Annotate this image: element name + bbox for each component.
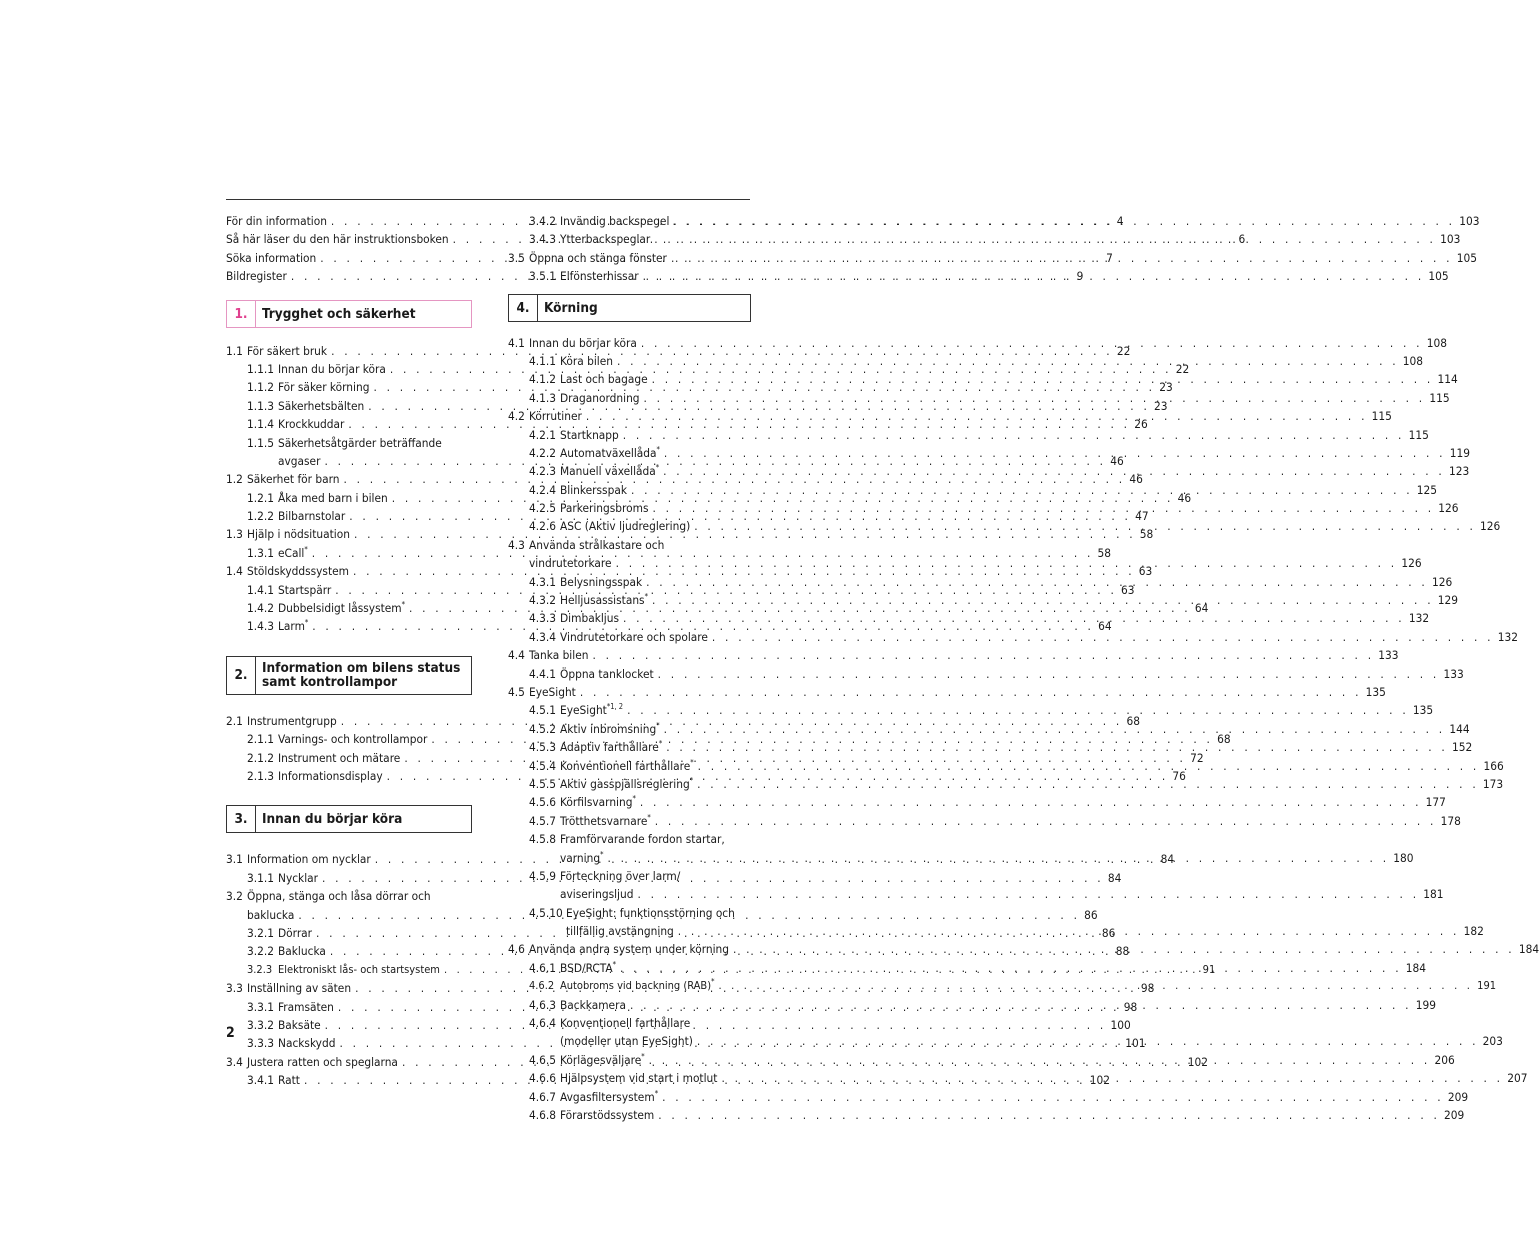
toc-entry[interactable]: 4.3 Använda strålkastare och (508, 537, 665, 552)
toc-entry[interactable]: 1.3.1 eCall* . . . 58 (226, 544, 472, 562)
toc-entry[interactable]: 3.3.2 Baksäte . . . 100 (226, 1016, 472, 1034)
toc-entry[interactable]: 4.1 Innan du börjar köra . . . 108 (508, 334, 751, 352)
toc-entry[interactable]: 3.4.1 Ratt . . . 102 (226, 1071, 472, 1089)
toc-entry[interactable]: Så här läser du den här instruktionsboken . . . 6 (226, 230, 472, 248)
toc-entry[interactable]: 4.5.4 Konventionell farthållare* . . . 166 (508, 757, 751, 775)
toc-entry[interactable]: 4.6.8 Förarstödssystem . . . 209 (508, 1106, 751, 1124)
toc-entry[interactable]: 4.1.1 Köra bilen . . . 108 (508, 352, 751, 370)
toc-entry-continuation[interactable]: avgaser . . . 46 (226, 452, 472, 470)
toc-entry[interactable]: 4.5.7 Trötthetsvarnare* . . . 178 (508, 812, 751, 830)
chapter-title: Innan du börjar köra (262, 811, 403, 828)
chapter-title: Körning (544, 299, 598, 316)
toc-entry[interactable]: 3.5.1 Elfönsterhissar . . . 105 (508, 267, 751, 285)
toc-entry[interactable]: 1.2.1 Åka med barn i bilen . . . 46 (226, 489, 472, 507)
toc-entry[interactable]: 4.6.7 Avgasfiltersystem* . . . 209 (508, 1088, 751, 1106)
toc-entry[interactable]: 3.2.3 Elektroniskt lås- och startsystem . . . 91 (226, 961, 472, 979)
chapter-3-header[interactable] (226, 805, 472, 833)
toc-entry[interactable]: 1.1.5 Säkerhetsåtgärder beträffande (247, 435, 442, 450)
page-number: 2 (226, 1025, 235, 1041)
toc-entry[interactable]: 2.1.1 Varnings- och kontrollampor . . . 68 (226, 730, 472, 748)
toc-entry[interactable]: 3.3 Inställning av säten . . . 98 (226, 979, 472, 997)
toc-entry[interactable]: 4.6.5 Körlägesväljare* . . . 206 (508, 1051, 751, 1069)
toc-entry[interactable]: 1.2 Säkerhet för barn . . . 46 (226, 470, 472, 488)
toc-entry[interactable]: 4.3.3 Dimbakljus . . . 132 (508, 609, 751, 627)
toc-entry[interactable]: 2.1.2 Instrument och mätare . . . 72 (226, 749, 472, 767)
toc-entry[interactable]: 1.2.2 Bilbarnstolar . . . 47 (226, 507, 472, 525)
toc-entry[interactable]: 4.4 Tanka bilen . . . 133 (508, 646, 751, 664)
toc-entry[interactable]: 4.2.1 Startknapp . . . 115 (508, 426, 751, 444)
toc-entry[interactable]: 3.2.2 Baklucka . . . 88 (226, 942, 472, 960)
toc-entry[interactable]: 3.4 Justera ratten och speglarna . . . 102 (226, 1053, 472, 1071)
toc-entry[interactable]: 1.4.2 Dubbelsidigt låssystem* . . . 64 (226, 599, 472, 617)
toc-entry[interactable]: 3.3.1 Framsäten . . . 98 (226, 998, 472, 1016)
chapter-number: 3. (227, 806, 256, 832)
toc-entry[interactable]: 4.1.2 Last och bagage . . . 114 (508, 370, 751, 388)
toc-entry[interactable]: 4.2 Körrutiner . . . 115 (508, 407, 751, 425)
toc-entry[interactable]: 4.5 EyeSight . . . 135 (508, 683, 751, 701)
toc-entry[interactable]: Söka information . . . 7 (226, 249, 472, 267)
toc-entry-continuation[interactable]: (modeller utan EyeSight) . . . 203 (508, 1032, 751, 1050)
chapter-number: 1. (227, 301, 256, 327)
toc-entry[interactable]: 1.4 Stöldskyddssystem . . . 63 (226, 562, 472, 580)
toc-entry[interactable]: 4.5.6 Körfilsvarning* . . . 177 (508, 793, 751, 811)
toc-entry[interactable]: 3.4.3 Ytterbackspeglar . . . 103 (508, 230, 751, 248)
toc-entry[interactable]: 4.6.3 Backkamera . . . 199 (508, 996, 751, 1014)
chapter-number: 4. (509, 295, 538, 321)
toc-entry[interactable]: 4.6.1 BSD/RCTA* . . . 184 (508, 959, 751, 977)
toc-entry[interactable]: 4.5.10 EyeSight: funktionsstörning och (529, 905, 735, 920)
toc-entry[interactable]: 4.3.4 Vindrutetorkare och spolare . . . 132 (508, 628, 751, 646)
toc-entry[interactable]: 3.4.2 Invändig backspegel . . . 103 (508, 212, 751, 230)
toc-entry[interactable]: 2.1 Instrumentgrupp . . . 68 (226, 712, 472, 730)
toc-entry-continuation[interactable]: varning* . . . 180 (508, 849, 751, 867)
toc-entry[interactable]: För din information . . . 4 (226, 212, 472, 230)
toc-entry[interactable]: 3.5 Öppna och stänga fönster . . . 105 (508, 249, 751, 267)
toc-entry[interactable]: 1.1.3 Säkerhetsbälten . . . 23 (226, 397, 472, 415)
toc-entry[interactable]: 3.3.3 Nackskydd . . . 101 (226, 1034, 472, 1052)
toc-entry[interactable]: 3.2.1 Dörrar . . . 86 (226, 924, 472, 942)
toc-entry[interactable]: 3.2 Öppna, stänga och låsa dörrar och (226, 889, 431, 904)
toc-entry-continuation[interactable]: tillfällig avstängning . . . 182 (508, 922, 751, 940)
toc-entry[interactable]: 3.1 Information om nycklar . . . 84 (226, 850, 472, 868)
toc-entry[interactable]: 1.4.1 Startspärr . . . 63 (226, 581, 472, 599)
toc-entry[interactable]: 4.3.1 Belysningsspak . . . 126 (508, 573, 751, 591)
chapter-number: 2. (227, 657, 256, 694)
toc-entry[interactable]: 2.1.3 Informationsdisplay . . . 76 (226, 767, 472, 785)
chapter-title: Trygghet och säkerhet (262, 305, 416, 322)
toc-entry[interactable]: 4.5.9 Förteckning över larm/ (529, 868, 681, 883)
toc-entry[interactable]: 4.2.4 Blinkersspak . . . 125 (508, 481, 751, 499)
toc-entry[interactable]: 4.5.2 Aktiv inbromsning* . . . 144 (508, 720, 751, 738)
chapter-title: Information om bilens status samt kontrollampor (262, 660, 461, 691)
toc-entry[interactable]: 4.5.5 Aktiv gasspjällsreglering* . . . 173 (508, 775, 751, 793)
toc-entry[interactable]: 4.5.8 Framförvarande fordon startar, (529, 832, 725, 847)
toc-entry[interactable]: 4.1.3 Draganordning . . . 115 (508, 389, 751, 407)
toc-entry[interactable]: 4.2.2 Automatväxellåda* . . . 119 (508, 444, 751, 462)
toc-entry[interactable]: 4.2.6 ASC (Aktiv ljudreglering) . . . 126 (508, 517, 751, 535)
toc-entry[interactable]: 4.2.5 Parkeringsbroms . . . 126 (508, 499, 751, 517)
chapter-2-header[interactable] (226, 656, 472, 695)
toc-entry[interactable]: Bildregister . . . 9 (226, 267, 472, 285)
toc-entry[interactable]: 4.2.3 Manuell växellåda* . . . 123 (508, 462, 751, 480)
toc-entry[interactable]: 1.1.2 För säker körning . . . 23 (226, 378, 472, 396)
top-rule (226, 199, 750, 200)
toc-entry[interactable]: 4.5.3 Adaptiv farthållare* . . . 152 (508, 738, 751, 756)
toc-entry-continuation[interactable]: baklucka . . . 86 (226, 906, 472, 924)
chapter-4-header[interactable] (508, 294, 751, 322)
toc-entry[interactable]: 1.1.1 Innan du börjar köra . . . 22 (226, 360, 472, 378)
toc-entry[interactable]: 4.4.1 Öppna tanklocket . . . 133 (508, 665, 751, 683)
toc-entry[interactable]: 4.3.2 Helljusassistans* . . . 129 (508, 591, 751, 609)
toc-entry-continuation[interactable]: vindrutetorkare . . . 126 (508, 554, 751, 572)
toc-entry-continuation[interactable]: aviseringsljud . . . 181 (508, 885, 751, 903)
toc-entry[interactable]: 3.1.1 Nycklar . . . 84 (226, 869, 472, 887)
toc-entry[interactable]: 1.1 För säkert bruk . . . 22 (226, 342, 472, 360)
toc-entry[interactable]: 4.6.6 Hjälpsystem vid start i motlut . . . 207 (508, 1069, 751, 1087)
toc-entry[interactable]: 4.6.4 Konventionell farthållare (529, 1016, 691, 1031)
toc-entry[interactable]: 1.4.3 Larm* . . . 64 (226, 617, 472, 635)
toc-entry[interactable]: 4.5.1 EyeSight$^{*1, 2}$ . . . 135 (508, 701, 751, 719)
toc-entry[interactable]: 1.3 Hjälp i nödsituation . . . 58 (226, 525, 472, 543)
toc-entry[interactable]: 1.1.4 Krockkuddar . . . 26 (226, 415, 472, 433)
chapter-1-header[interactable] (226, 300, 472, 328)
toc-entry[interactable]: 4.6 Använda andra system under körning . . . 184 (508, 940, 751, 958)
toc-entry[interactable]: 4.6.2 Autobroms vid backning (RAB)* . . . 191 (508, 977, 751, 995)
